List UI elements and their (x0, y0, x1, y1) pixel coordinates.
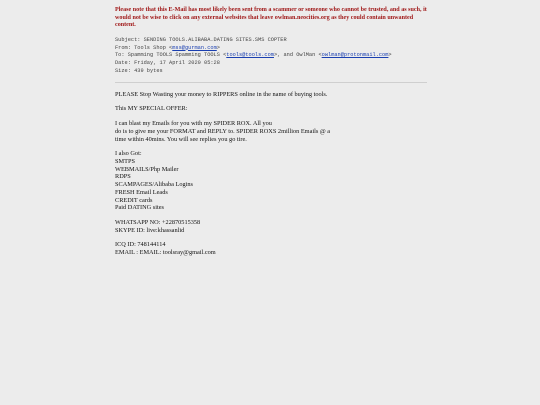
size-line (115, 68, 427, 76)
size-value: 439 bytes (134, 67, 163, 74)
to-mid: >, and OwlMan < (273, 52, 322, 59)
size-label: Size: (115, 67, 131, 74)
body-paragraph-3: I can blast my Emails for you with my SPIDER ROX. All you do is to give me your FORMAT and REPLY to. SPIDER ROXS 2million Emails @ a time within 40mins. You will see replies you go tire. (115, 120, 331, 143)
list-item: RDPS (115, 173, 131, 181)
subject-value: SENDING TOOLS.ALIBABA.DATING SITES.SMS COPTER (143, 36, 287, 43)
date-label: Date: (115, 60, 131, 67)
scam-warning: Please note that this E-Mail has most likely been sent from a scammer or someone who cannot be trusted, and as such, it would not be wise to click on any external websites that leave owlman.neocities.org as they could contain unwanted content. (115, 7, 427, 29)
skype-line: SKYPE ID: live:khassanlid (115, 226, 185, 234)
contact-block-2 (115, 241, 427, 256)
subject-line (115, 37, 427, 45)
list-item: SCAMPAGES/Alibaba Logins (115, 181, 193, 189)
from-email-link[interactable]: mss@gurman.com (172, 44, 217, 51)
list-item: Paid DATING sites (115, 204, 164, 212)
offer-list-title: I also Got: (115, 150, 142, 158)
email-line: EMAIL : EMAIL: toolsray@gmail.com (115, 249, 216, 257)
list-item: SMTPS (115, 157, 135, 165)
email-headers (115, 37, 427, 76)
icq-line: ICQ ID: 748144114 (115, 241, 166, 249)
to-email-link-1[interactable]: tools@tools.com (226, 52, 274, 59)
date-line (115, 60, 427, 68)
to-close: > (388, 52, 392, 59)
contact-block-1 (115, 219, 427, 234)
offer-list (115, 150, 427, 212)
email-column (115, 7, 427, 264)
body-paragraph-1: PLEASE Stop Wasting your money to RIPPERS online in the name of buying tools. (115, 90, 328, 98)
whatsapp-line: WHATSAPP NO: +22870515358 (115, 218, 201, 226)
list-item: FRESH Email Leads (115, 188, 168, 196)
from-line (115, 45, 427, 53)
list-item: WEBMAILS/Php Mailer (115, 165, 179, 173)
header-divider (115, 82, 427, 83)
to-name-1: Spamming TOOLS Spamming TOOLS < (127, 52, 227, 59)
to-line (115, 52, 427, 60)
from-name: Tools Shop < (134, 44, 173, 51)
list-item: CREDIT cards (115, 196, 153, 204)
body-paragraph-2: This MY SPECIAL OFFER: (115, 105, 188, 113)
from-close: > (216, 44, 220, 51)
email-body (115, 91, 427, 257)
from-label: From: (115, 44, 131, 51)
subject-label: Subject: (115, 36, 141, 43)
to-email-link-2[interactable]: owlman@protonmail.com (321, 52, 389, 59)
date-value: Friday, 17 April 2020 05:28 (134, 60, 220, 67)
to-label: To: (115, 52, 125, 59)
